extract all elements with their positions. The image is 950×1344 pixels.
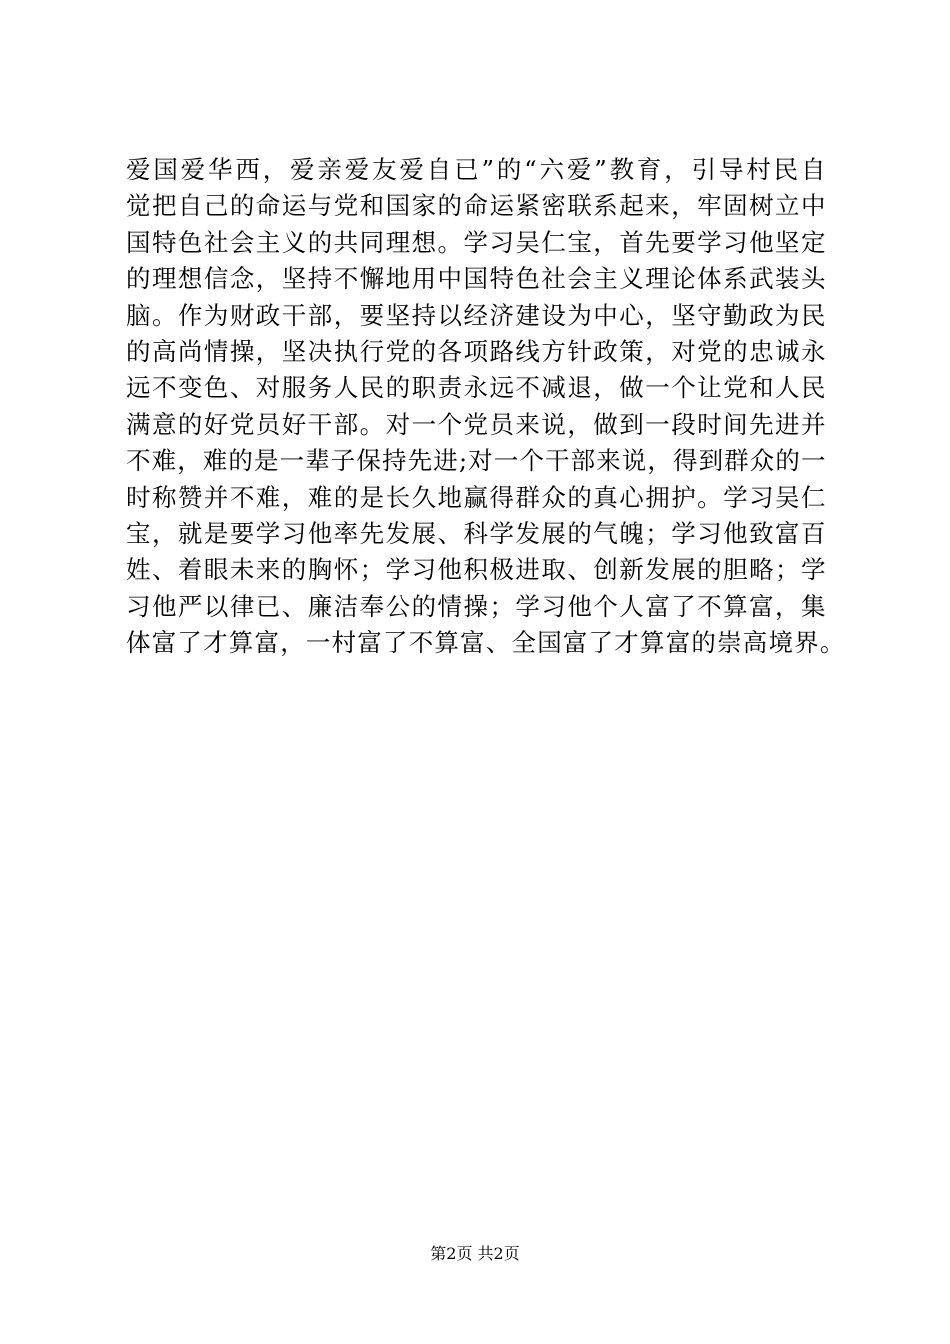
text-line: 姓、着眼未来的胸怀；学习他积极进取、创新发展的胆略；学 bbox=[126, 555, 826, 585]
text-line: 远不变色、对服务人民的职责永远不减退，做一个让党和人民 bbox=[126, 373, 826, 403]
text-line: 爱国爱华西，爱亲爱友爱自已”的“六爱”教育，引导村民自 bbox=[126, 155, 826, 184]
page-number-footer: 第2页 共2页 bbox=[430, 1244, 520, 1263]
text-line: 国特色社会主义的共同理想。学习吴仁宝，首先要学习他坚定 bbox=[126, 227, 826, 257]
text-line: 觉把自己的命运与党和国家的命运紧密联系起来，牢固树立中 bbox=[126, 191, 826, 221]
text-line: 习他严以律已、廉洁奉公的情操；学习他个人富了不算富，集 bbox=[126, 591, 826, 621]
text-line: 不难，难的是一辈子保持先进;对一个干部来说，得到群众的一 bbox=[126, 446, 826, 476]
text-line: 的高尚情操，坚决执行党的各项路线方针政策，对党的忠诚永 bbox=[126, 336, 826, 366]
text-line: 满意的好党员好干部。对一个党员来说，做到一段时间先进并 bbox=[126, 409, 826, 439]
text-line: 宝，就是要学习他率先发展、科学发展的气魄；学习他致富百 bbox=[126, 518, 826, 548]
text-line-last: 体富了才算富，一村富了不算富、全国富了才算富的崇高境界。 bbox=[126, 628, 846, 658]
text-line: 脑。作为财政干部，要坚持以经济建设为中心，坚守勤政为民 bbox=[126, 300, 826, 330]
body-paragraph bbox=[126, 152, 846, 661]
text-line: 时称赞并不难，难的是长久地赢得群众的真心拥护。学习吴仁 bbox=[126, 482, 826, 512]
text-line: 的理想信念，坚持不懈地用中国特色社会主义理论体系武装头 bbox=[126, 264, 826, 294]
